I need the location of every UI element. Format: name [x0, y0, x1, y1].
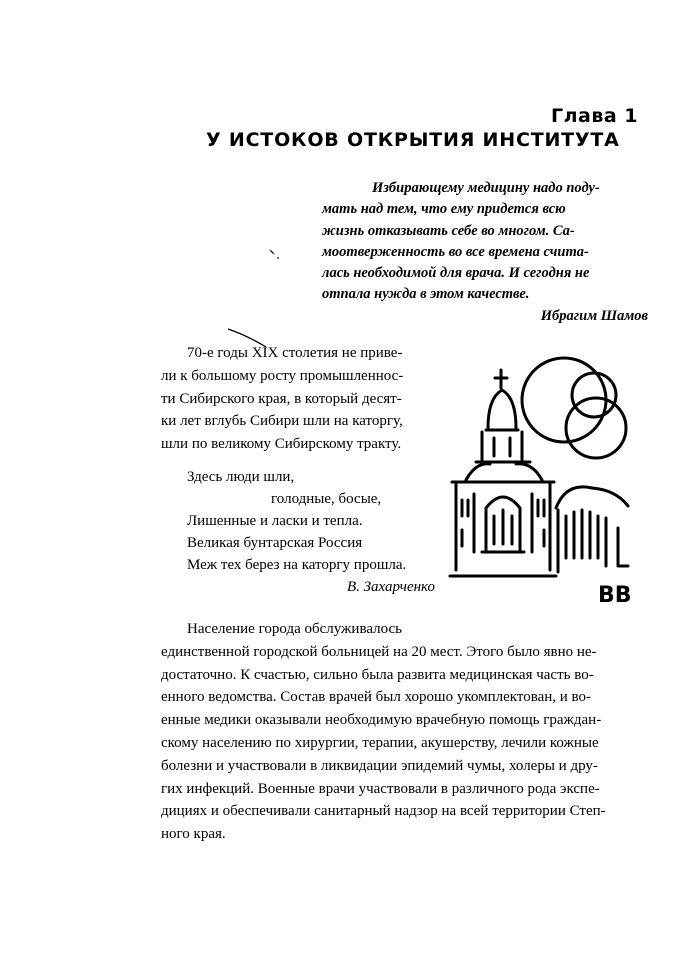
poem-line: Меж тех берез на каторгу прошла.: [187, 557, 407, 573]
body-line: ного края.: [161, 826, 226, 843]
poem-line: Великая бунтарская Россия: [187, 535, 363, 551]
epigraph: [322, 178, 652, 327]
ink-speck: [268, 248, 288, 268]
epigraph-line: Избирающему медицину надо поду-: [372, 180, 600, 196]
body-line: гих инфекций. Военные врачи участвовали в различного рода экспе-: [161, 780, 600, 797]
body-line: достаточно. К счастью, сильно была развита медицинская часть во-: [161, 666, 594, 683]
body-line: енного ведомства. Состав врачей был хорошо укомплектован, и во-: [161, 689, 592, 706]
chapter-title: У ИСТОКОВ ОТКРЫТИЯ ИНСТИТУТА: [206, 129, 620, 151]
poem-line: Здесь люди шли,: [187, 469, 295, 485]
intro-line: ти Сибирского края, в который десят-: [161, 390, 402, 407]
body-line: енные медики оказывали необходимую врачебную помощь граждан-: [161, 712, 602, 729]
poem-line: Лишенные и ласки и тепла.: [187, 513, 363, 529]
poem: [187, 466, 447, 598]
intro-line: 70-е годы XIX столетия не приве-: [187, 345, 403, 361]
chapter-label: Глава 1: [550, 105, 638, 127]
poem-author: В. Захарченко: [346, 579, 435, 595]
body-paragraph: [161, 618, 656, 846]
intro-paragraph: [161, 342, 451, 456]
epigraph-line: жизнь отказывать себе во многом. Са-: [322, 222, 575, 239]
body-line: скому населению по хирургии, терапии, акушерству, лечили кожные: [161, 734, 599, 751]
body-line: единственной городской больницей на 20 мест. Этого было явно не-: [161, 643, 597, 660]
poem-line: голодные, босые,: [271, 491, 382, 507]
intro-line: ли к большому росту промышленнос-: [161, 367, 404, 384]
intro-line: шли по великому Сибирскому тракту.: [161, 436, 402, 453]
epigraph-line: лась необходимой для врача. И сегодня не: [322, 265, 590, 282]
epigraph-line: мать над тем, что ему придется всю: [322, 201, 566, 218]
intro-line: ки лет вглубь Сибири шли на каторгу,: [161, 413, 403, 430]
epigraph-author: Ибрагим Шамов: [540, 307, 648, 324]
epigraph-line: отпала нужда в этом качестве.: [322, 286, 530, 303]
epigraph-line: моотверженность во все времена счита-: [322, 243, 589, 260]
illustration-monogram: ВВ: [598, 583, 632, 608]
body-line: болезни и участвовали в ликвидации эпидемий чумы, холеры и дру-: [161, 757, 598, 774]
body-line: дициях и обеспечивали санитарный надзор на всей территории Степ-: [161, 803, 606, 820]
body-line: Население города обслуживалось: [187, 621, 402, 637]
church-building-drawing-icon: [446, 340, 656, 610]
